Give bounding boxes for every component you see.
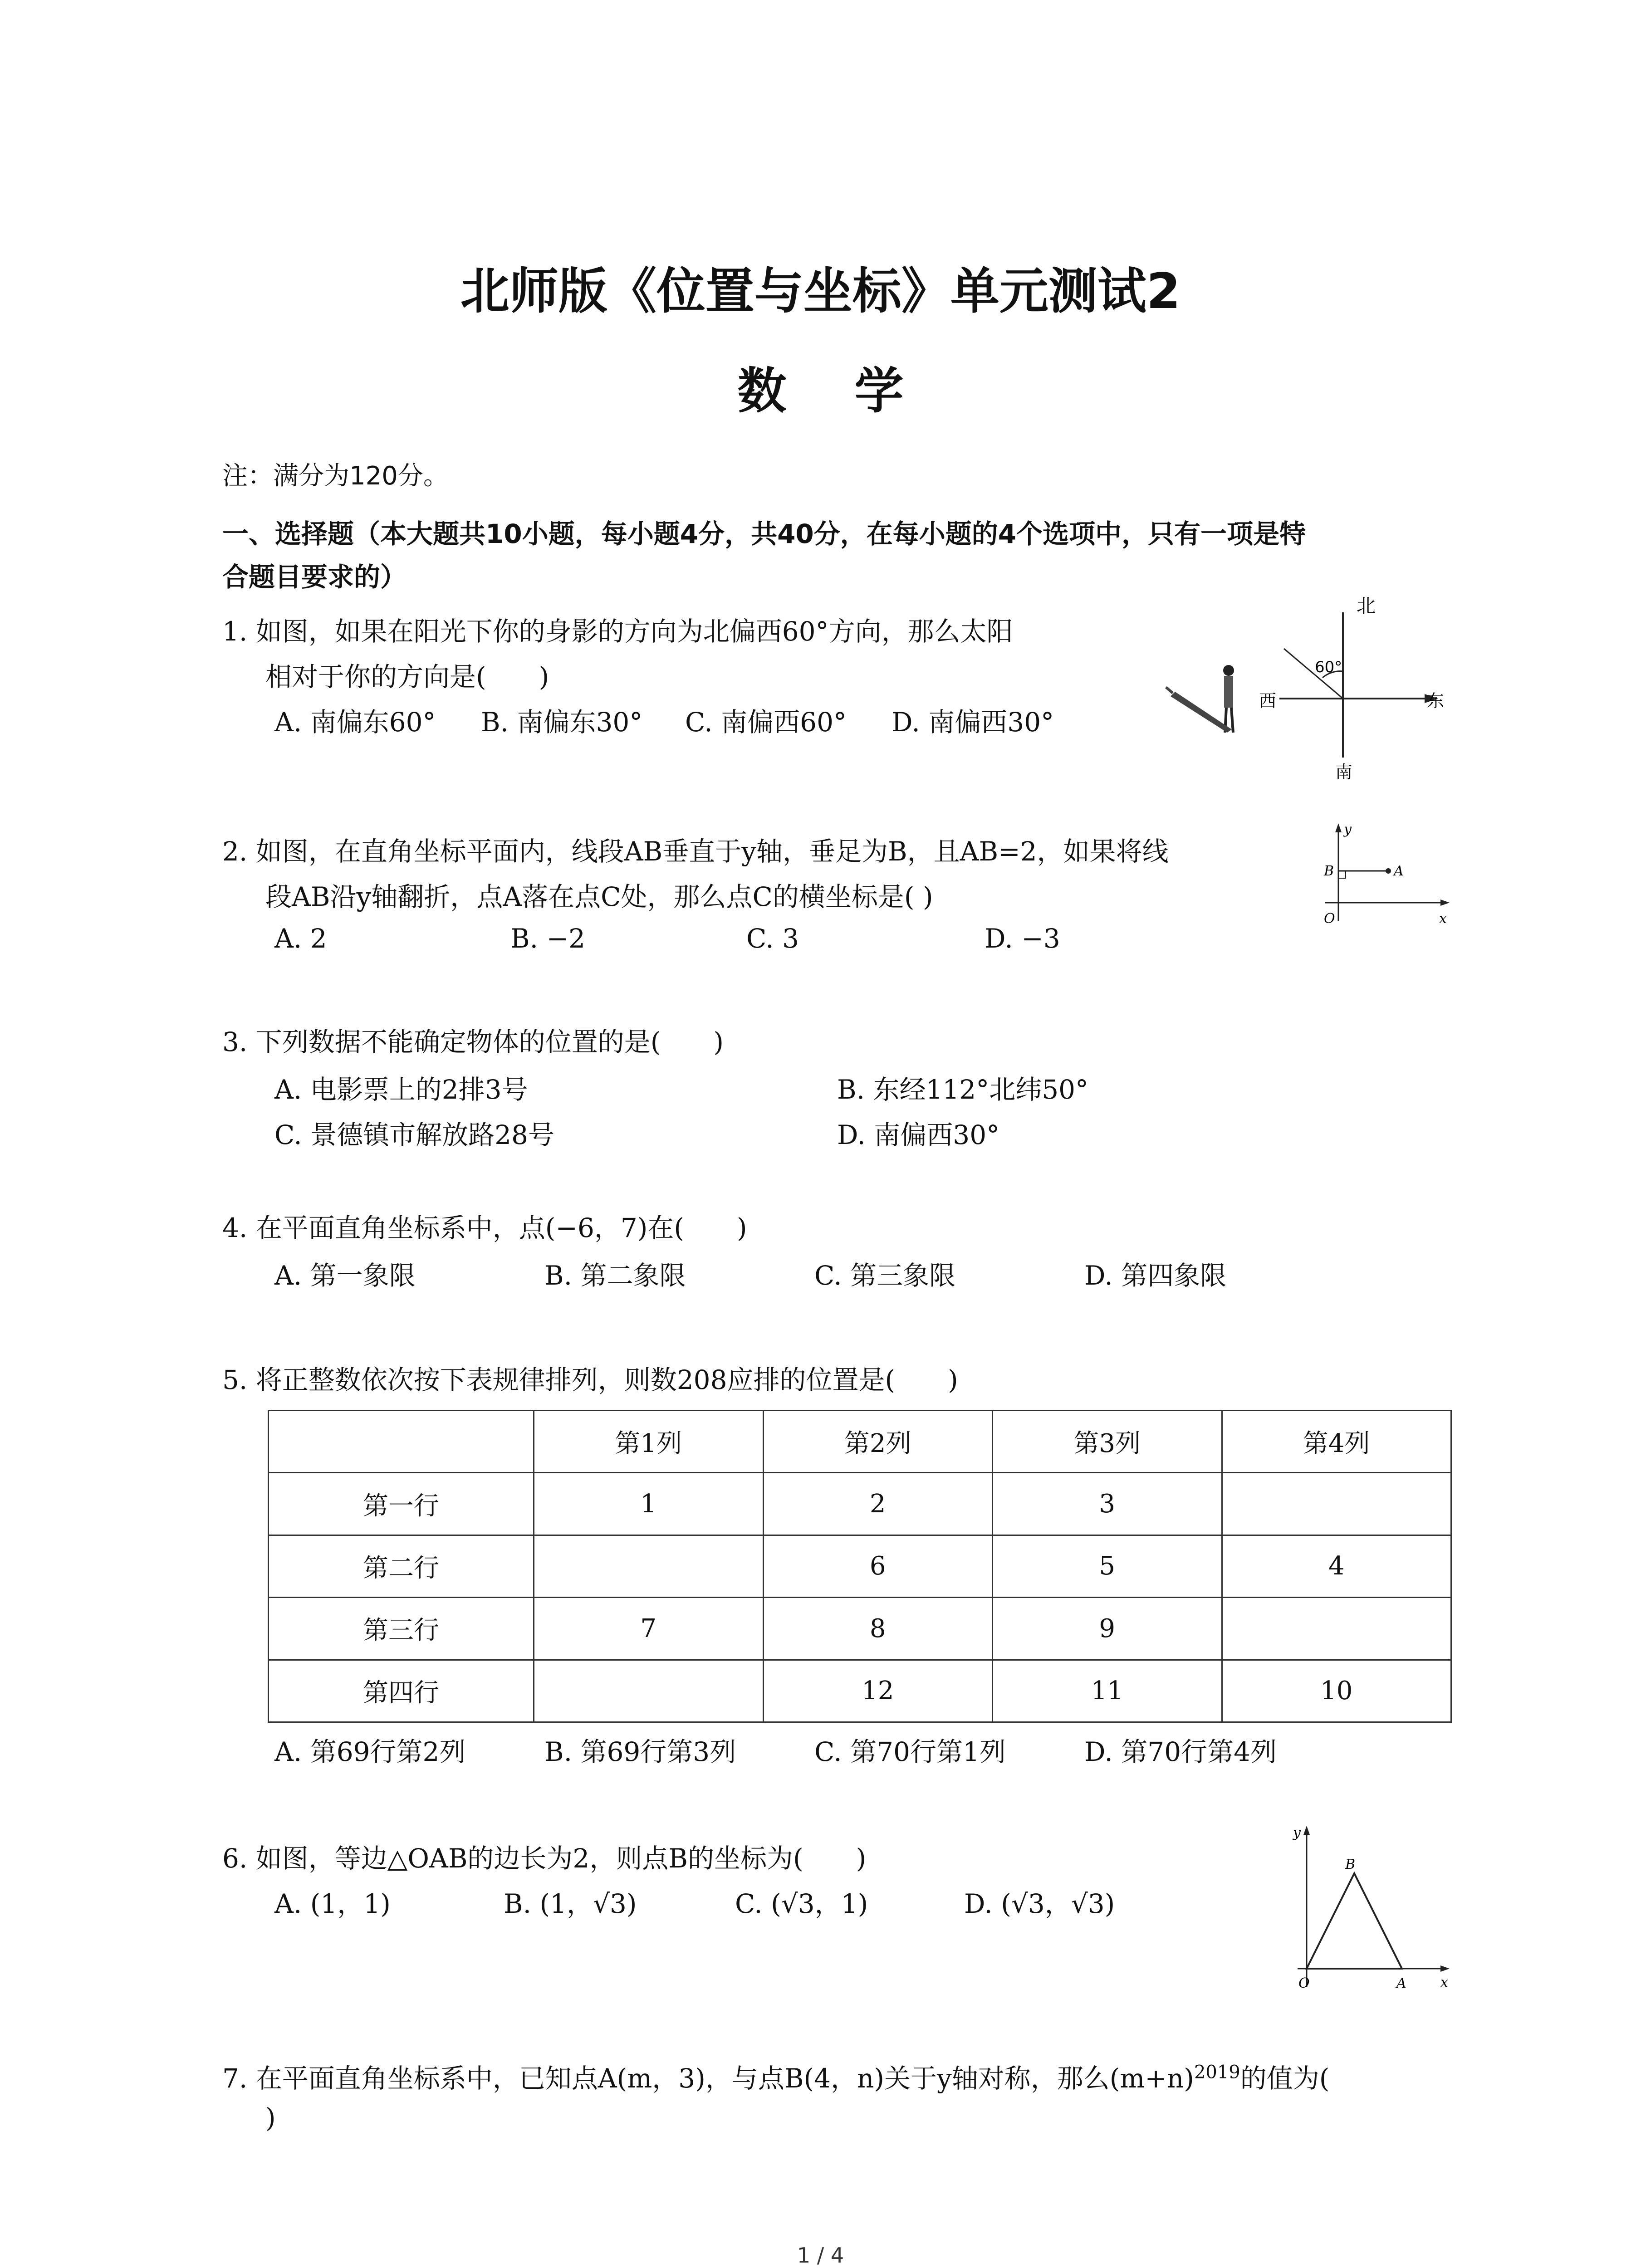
number-table bbox=[268, 1410, 1452, 1723]
table-cell: 6 bbox=[763, 1535, 993, 1597]
question-3-option-a: A. 电影票上的2排3号 bbox=[274, 1074, 528, 1105]
shadow-icon bbox=[1166, 687, 1232, 733]
table-cell: 12 bbox=[763, 1660, 993, 1722]
question-3-text: 3. 下列数据不能确定物体的位置的是( ) bbox=[222, 1026, 724, 1057]
table-cell: 8 bbox=[763, 1598, 993, 1660]
question-2-text: 2. 如图，在直角坐标平面内，线段AB垂直于y轴，垂足为B，且AB=2，如果将线 bbox=[222, 836, 1169, 867]
table-header-row bbox=[269, 1411, 1451, 1473]
angle-label: 60° bbox=[1315, 658, 1342, 676]
question-7-text bbox=[222, 2057, 1329, 2095]
table-row bbox=[269, 1535, 1451, 1597]
question-4-option-a: A. 第一象限 bbox=[274, 1260, 416, 1291]
question-1-option-d: D. 南偏西30° bbox=[892, 707, 1054, 738]
compass-west-label: 西 bbox=[1259, 691, 1277, 711]
question-5-option-d: D. 第70行第4列 bbox=[1084, 1736, 1277, 1767]
table-header-cell: 第1列 bbox=[534, 1411, 764, 1473]
x-axis-label: x bbox=[1439, 911, 1447, 927]
table-cell: 2 bbox=[763, 1473, 993, 1535]
question-7-tail: 的值为( bbox=[1240, 2063, 1330, 2094]
point-a-label: A bbox=[1394, 863, 1404, 879]
table-cell bbox=[534, 1535, 764, 1597]
x-axis-label: x bbox=[1440, 1975, 1448, 1990]
question-6-figure bbox=[1279, 1819, 1461, 2000]
question-5-option-c: C. 第70行第1列 bbox=[814, 1736, 1006, 1767]
question-4-text: 4. 在平面直角坐标系中，点(−6，7)在( ) bbox=[222, 1212, 747, 1243]
question-3-option-c: C. 景德镇市解放路28号 bbox=[274, 1119, 554, 1150]
question-1-figure bbox=[1161, 594, 1456, 785]
question-5-option-a: A. 第69行第2列 bbox=[274, 1736, 466, 1767]
compass-north-label: 北 bbox=[1357, 595, 1376, 617]
table-cell: 11 bbox=[993, 1660, 1222, 1722]
score-note: 注：满分为120分。 bbox=[222, 461, 449, 491]
question-7-main: 7. 在平面直角坐标系中，已知点A(m，3)，与点B(4，n)关于y轴对称，那么(m+n) bbox=[222, 2063, 1194, 2094]
table-cell bbox=[1222, 1598, 1451, 1660]
point-b-label: B bbox=[1345, 1857, 1356, 1872]
question-2-text-cont: 段AB沿y轴翻折，点A落在点C处，那么点C的横坐标是( ) bbox=[265, 881, 933, 912]
compass-east-label: 东 bbox=[1427, 691, 1445, 711]
question-1-text-cont: 相对于你的方向是( ) bbox=[265, 661, 549, 692]
question-6-option-d: D. (√3，√3) bbox=[964, 1888, 1115, 1919]
question-1-text: 1. 如图，如果在阳光下你的身影的方向为北偏西60°方向，那么太阳 bbox=[222, 616, 1013, 647]
question-5-text: 5. 将正整数依次按下表规律排列，则数208应排的位置是( ) bbox=[222, 1364, 958, 1395]
question-4-option-c: C. 第三象限 bbox=[814, 1260, 956, 1291]
origin-label: O bbox=[1324, 911, 1335, 927]
question-4-option-d: D. 第四象限 bbox=[1084, 1260, 1227, 1291]
table-header-cell: 第3列 bbox=[993, 1411, 1222, 1473]
question-2-option-d: D. −3 bbox=[985, 923, 1060, 954]
table-cell: 5 bbox=[993, 1535, 1222, 1597]
section-heading-cont: 合题目要求的） bbox=[222, 562, 407, 592]
question-6-option-a: A. (1，1) bbox=[274, 1888, 391, 1919]
point-b-label: B bbox=[1324, 863, 1334, 879]
y-axis-label: y bbox=[1344, 821, 1352, 837]
question-2-figure bbox=[1307, 821, 1456, 934]
table-header-cell bbox=[269, 1411, 534, 1473]
table-header-cell: 第4列 bbox=[1222, 1411, 1451, 1473]
question-3-option-b: B. 东经112°北纬50° bbox=[837, 1074, 1089, 1105]
section-heading: 一、选择题（本大题共10小题，每小题4分，共40分，在每小题的4个选项中，只有一项是特 bbox=[222, 518, 1306, 549]
question-7-text-cont: ) bbox=[265, 2102, 276, 2133]
table-cell bbox=[1222, 1473, 1451, 1535]
point-a-label: A bbox=[1396, 1975, 1406, 1991]
table-cell: 4 bbox=[1222, 1535, 1451, 1597]
question-6-text: 6. 如图，等边△OAB的边长为2，则点B的坐标为( ) bbox=[222, 1843, 867, 1874]
table-cell bbox=[534, 1660, 764, 1722]
question-2-option-b: B. −2 bbox=[510, 923, 585, 954]
table-cell: 10 bbox=[1222, 1660, 1451, 1722]
question-2-option-a: A. 2 bbox=[274, 923, 327, 954]
compass-south-label: 南 bbox=[1335, 762, 1353, 782]
table-cell: 1 bbox=[534, 1473, 764, 1535]
table-cell: 第一行 bbox=[269, 1473, 534, 1535]
table-cell: 9 bbox=[993, 1598, 1222, 1660]
question-4-option-b: B. 第二象限 bbox=[544, 1260, 686, 1291]
question-2-option-c: C. 3 bbox=[746, 923, 799, 954]
question-1-option-a: A. 南偏东60° bbox=[274, 707, 436, 738]
table-cell: 3 bbox=[993, 1473, 1222, 1535]
table-cell: 7 bbox=[534, 1598, 764, 1660]
question-5-option-b: B. 第69行第3列 bbox=[544, 1736, 736, 1767]
table-row bbox=[269, 1598, 1451, 1660]
y-axis-label: y bbox=[1293, 1825, 1301, 1841]
question-7-exponent: 2019 bbox=[1194, 2062, 1240, 2083]
page-number: 1 / 4 bbox=[797, 2243, 844, 2268]
table-cell: 第二行 bbox=[269, 1535, 534, 1597]
question-1-option-b: B. 南偏东30° bbox=[481, 707, 643, 738]
subject-title: 数学 bbox=[737, 363, 972, 420]
question-1-option-c: C. 南偏西60° bbox=[685, 707, 847, 738]
table-row bbox=[269, 1473, 1451, 1535]
question-6-option-b: B. (1，√3) bbox=[504, 1888, 637, 1919]
origin-label: O bbox=[1298, 1975, 1310, 1991]
page-title: 北师版《位置与坐标》单元测试2 bbox=[460, 263, 1181, 320]
table-row bbox=[269, 1660, 1451, 1722]
table-header-cell: 第2列 bbox=[763, 1411, 993, 1473]
question-6-option-c: C. (√3，1) bbox=[735, 1888, 868, 1919]
table-cell: 第四行 bbox=[269, 1660, 534, 1722]
table-cell: 第三行 bbox=[269, 1598, 534, 1660]
person-icon bbox=[1223, 665, 1234, 733]
question-3-option-d: D. 南偏西30° bbox=[837, 1119, 1000, 1150]
